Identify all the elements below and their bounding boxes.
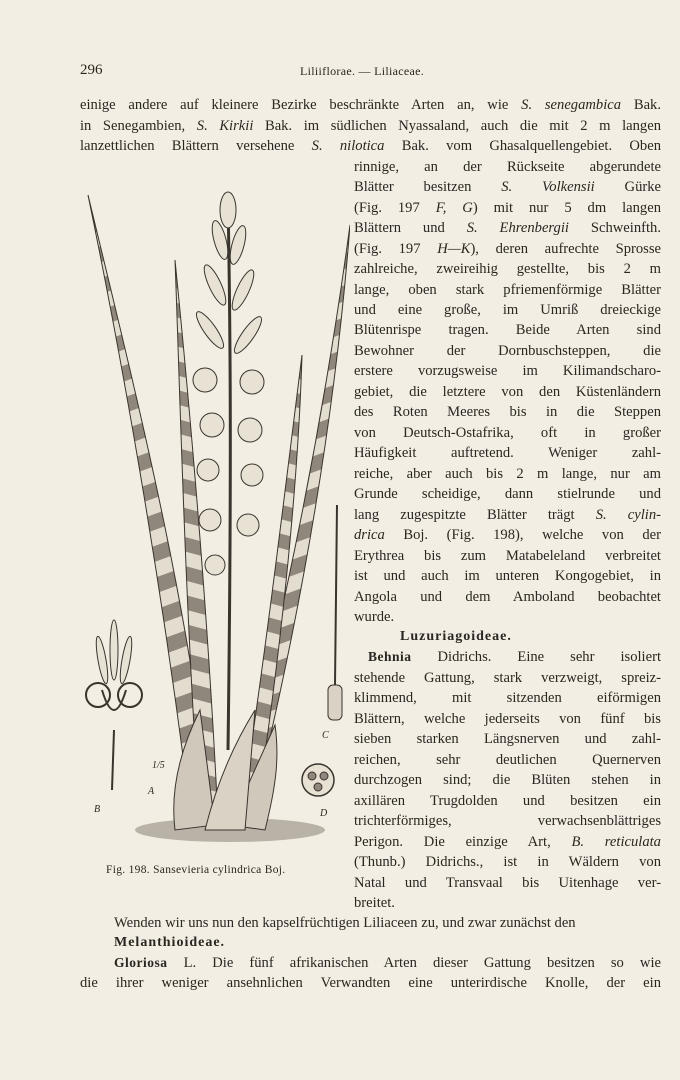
text-line: lang zugespitzte Blätter trägt S. cylin- — [354, 507, 661, 523]
text-line: ist und auch im unteren Kongogebiet, in — [354, 568, 661, 584]
text-line: einige andere auf kleinere Bezirke beschränkte Arten an, wie S. senegambica Bak. — [80, 97, 661, 113]
text-line: lange, oben stark pfriemenförmige Blätter — [354, 282, 661, 298]
page-number: 296 — [80, 62, 103, 78]
running-head: Liliiflorae. — Liliaceae. — [300, 64, 425, 78]
figure-label-a: A — [148, 786, 155, 797]
section-heading: Melanthioideae. — [114, 935, 226, 950]
ovary-cross-section — [302, 764, 334, 796]
figure-caption: Fig. 198. Sansevieria cylindrica Boj. — [106, 864, 286, 876]
text-line: von Deutsch-Ostafrika, oft in großer — [354, 425, 661, 441]
flower-stalk — [228, 200, 230, 750]
text-line: klimmend, mit sitzenden eiförmigen — [354, 690, 661, 706]
text-line: Perigon. Die einzige Art, B. reticulata — [354, 834, 661, 850]
text-line: wurde. — [354, 609, 395, 625]
text-line: Angola und dem Amboland beobachtet — [354, 589, 661, 605]
text-line: (Fig. 197 H—K), deren aufrechte Sprosse — [354, 241, 662, 257]
text-line: Grunde scheidige, dann stielrunde und — [354, 486, 661, 502]
flower-detail — [86, 620, 142, 790]
text-line: sieben starken Längsnerven und zahl- — [354, 731, 661, 747]
text-line: Natal und Transvaal bis Uitenhage ver- — [354, 875, 661, 891]
text-line: drica Boj. (Fig. 198), welche von der — [354, 527, 661, 543]
text-line: des Roten Meeres bis in die Steppen — [354, 404, 661, 420]
text-line: Gloriosa L. Die fünf afrikanischen Arten dieser Gattung besitzen so wie — [114, 955, 661, 971]
figure-label-c: C — [322, 730, 329, 741]
text-line: breitet. — [354, 895, 395, 911]
text-line: Blättern und S. Ehrenbergii Schweinfth. — [354, 220, 661, 236]
text-line: Bewohner der Dornbuschsteppen, die — [354, 343, 661, 359]
text-line: durchzogen sind; die Blüten stehen in — [354, 772, 661, 788]
text-line: Blättern, welche jederseits von fünf bis — [354, 711, 661, 727]
text-line: erstere vorzugsweise im Kilimandscharo- — [354, 363, 661, 379]
text-line: lanzettlichen Blättern versehene S. nilotica Bak. vom Ghasalquellengebiet. Oben — [80, 138, 661, 154]
text-line: axillären Trugdolden und besitzen ein — [354, 793, 661, 809]
text-line: Behnia Didrichs. Eine sehr isoliert — [368, 649, 661, 665]
figure-scale: 1/5 — [152, 760, 165, 771]
text-line: (Thunb.) Didrichs., ist in Wäldern von — [354, 854, 661, 870]
figure-label-d: D — [320, 808, 328, 819]
figure-label-b: B — [94, 804, 101, 815]
text-line: und eine große, im Umriß dreieckige — [354, 302, 661, 318]
text-line: in Senegambien, S. Kirkii Bak. im südlichen Nyassaland, auch die mit 2 m langen — [80, 118, 662, 134]
text-line: Erythrea bis zum Matabeleland verbreitet — [354, 548, 661, 564]
text-line: Häufigkeit auftretend. Weniger zahl- — [354, 445, 661, 461]
text-line: Blätter besitzen S. Volkensii Gürke — [354, 179, 661, 195]
text-line: reiche, aber auch bis 2 m lange, nur am — [354, 466, 661, 482]
text-line: Wenden wir uns nun den kapselfrüchtigen Liliaceen zu, und zwar zunächst den — [114, 915, 576, 931]
text-line: trichterförmiges, verwachsenblättriges — [354, 813, 661, 829]
section-heading: Luzuriagoideae. — [400, 629, 512, 644]
text-line: rinnige, an der Rückseite abgerundete — [354, 159, 661, 175]
text-line: (Fig. 197 F, G) mit nur 5 dm langen — [354, 200, 661, 216]
text-line: reichen, sehr deutlichen Quernerven — [354, 752, 661, 768]
text-line: stehende Gattung, stark verzweigt, spreiz- — [354, 670, 661, 686]
sansevieria-illustration — [80, 190, 350, 860]
text-line: gebiet, die letztere von den Küstenländern — [354, 384, 661, 400]
pistil-detail — [328, 505, 342, 720]
text-line: die ihrer weniger ansehnlichen Verwandten eine unterirdische Knolle, der ein — [80, 975, 661, 991]
text-line: zahlreiche, zweireihig gestellte, bis 2 m — [354, 261, 661, 277]
text-line: Blütenrispe tragen. Beide Arten sind — [354, 322, 661, 338]
